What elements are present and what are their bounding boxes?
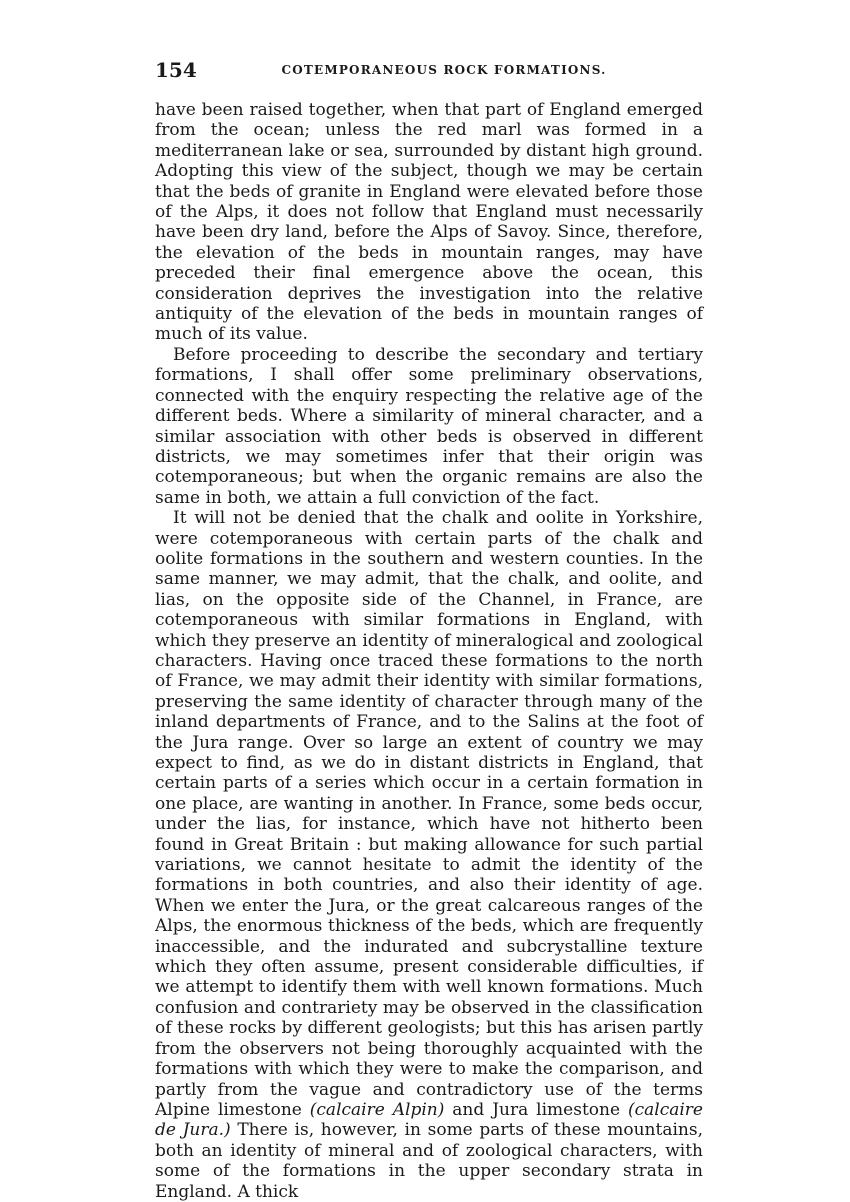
- paragraph-3-text-a: It will not be denied that the chalk and oolite in Yorkshire, were cotemporaneous with certain parts of the chalk and oolite formations in the southern and western counties. In the same manner, we may admit, that the chalk, and oolite, and lias, on the opposite side of the Channel, in France, are cotemporaneous with similar formations in England, with which they preserve an identity of mineralogical and zoological characters. Having once traced these formations to the north of France, we may admit their identity with similar formations, preserving the same identity of character through many of the inland departments of France, and to the Salins at the foot of the Jura range. Over so large an extent of country we may expect to find, as we do in distant districts in England, that certain parts of a series which occur in a certain formation in one place, are wanting in another. In France, some beds occur, under the lias, for instance, which have not hitherto been found in Great Britain : but making allowance for such partial variations, we cannot hesitate to admit the identity of the formations in both countries, and also their identity of age. When we enter the Jura, or the great calcareous ranges of the Alps, the enormous thickness of the beds, which are frequently inaccessible, and the indurated and subcrystalline texture which they often assume, present considerable difficulties, if we attempt to identify them with well known formations. Much confusion and contrariety may be observed in the classification of these rocks by different geologists; but this has arisen partly from the observers not being thoroughly acquainted with the formations with which they were to make the comparison, and partly from the vague and contradictory use of the terms Alpine limestone: [155, 508, 703, 1120]
- running-head: [155, 58, 703, 82]
- paragraph-3-text-b: and Jura limestone: [444, 1099, 628, 1120]
- body-text: [155, 100, 703, 1202]
- running-title: COTEMPORANEOUS ROCK FORMATIONS.: [281, 63, 607, 77]
- book-page: [155, 58, 703, 1202]
- italic-term-calcaire-alpin: (calcaire Alpin): [309, 1099, 445, 1120]
- paragraph-3: [155, 508, 703, 1202]
- paragraph-1: have been raised together, when that part of England emerged from the ocean; unless the red marl was formed in a mediterranean lake or sea, surrounded by distant high ground. Adopting this view of the subject, though we may be certain that the beds of granite in England were elevated before those of the Alps, it does not follow that England must necessarily have been dry land, before the Alps of Savoy. Since, therefore, the elevation of the beds in mountain ranges, may have preceded their final emergence above the ocean, this consideration deprives the investigation into the relative antiquity of the elevation of the beds in mountain ranges of much of its value.: [155, 100, 703, 345]
- italic-term-calcaire-de-jura: (calcaire de Jura.): [155, 1099, 703, 1141]
- page-number: 154: [155, 58, 197, 82]
- paragraph-3-text-c: There is, however, in some parts of these mountains, both an identity of mineral and of zoological characters, with some of the formations in the upper secondary strata in England. A thick: [155, 1120, 703, 1202]
- paragraph-2: Before proceeding to describe the secondary and tertiary formations, I shall offer some preliminary observations, connected with the enquiry respecting the relative age of the different beds. Where a similarity of mineral character, and a similar association with other beds is observed in different districts, we may sometimes infer that their origin was cotemporaneous; but when the organic remains are also the same in both, we attain a full conviction of the fact.: [155, 344, 703, 508]
